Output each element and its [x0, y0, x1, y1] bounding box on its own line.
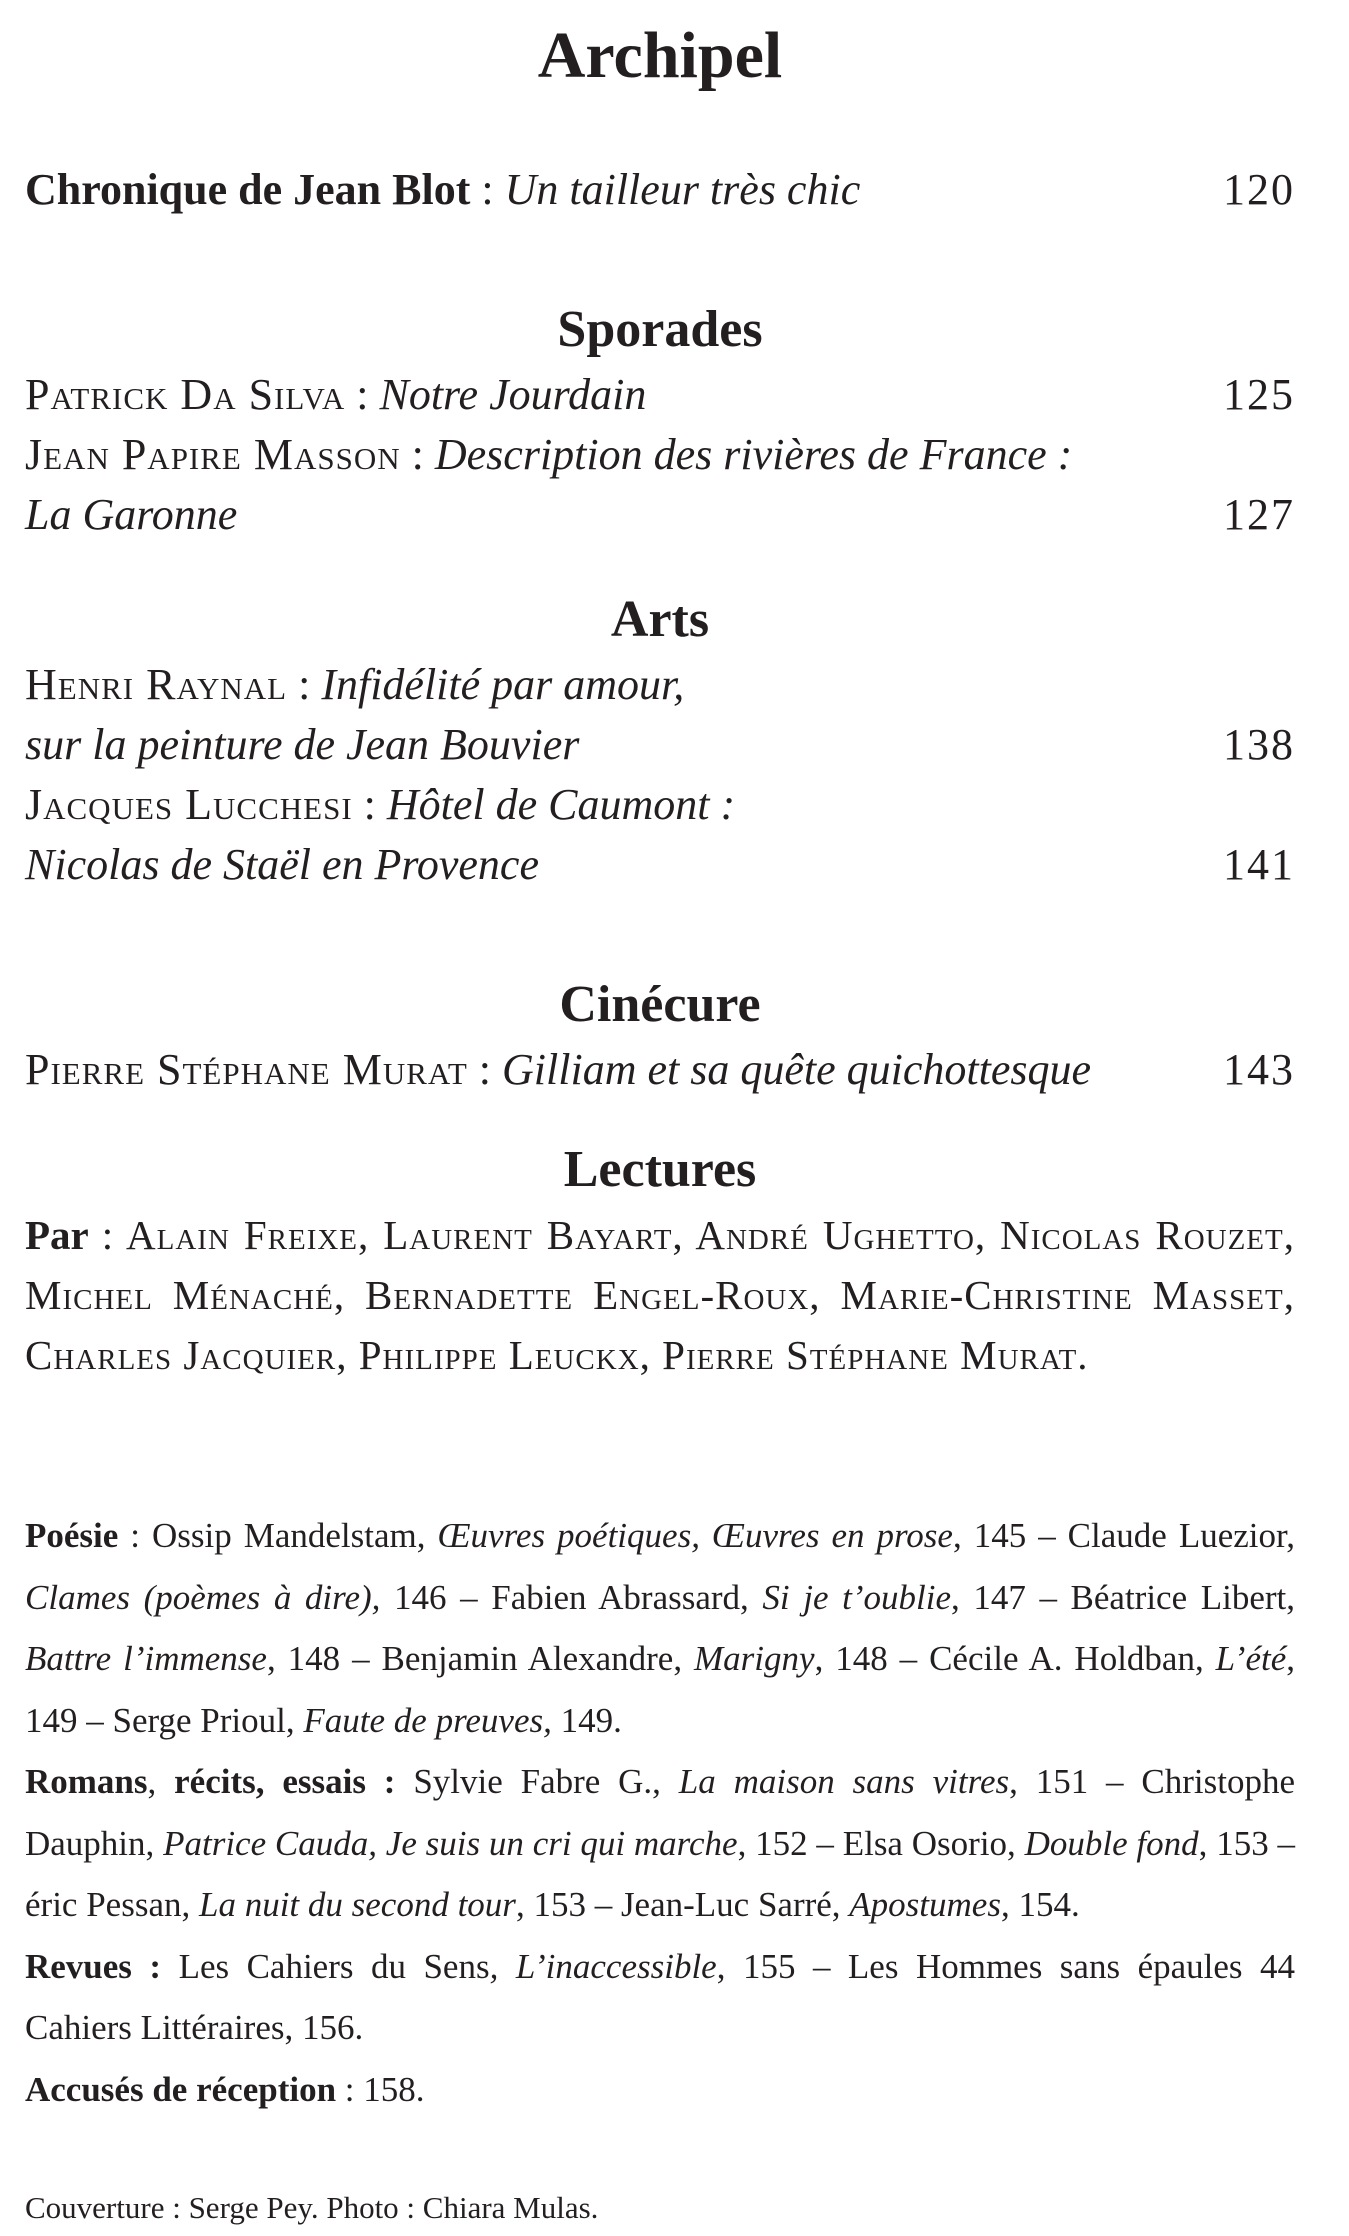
entry-work: Gilliam et sa quête quichottesque: [502, 1045, 1092, 1094]
cinecure-entry: [25, 1040, 1295, 1100]
reviews-listing: [25, 1505, 1295, 2120]
chronique-sep: :: [470, 165, 505, 214]
review-title: Apostumes: [849, 1885, 1001, 1924]
review-title: , L’inaccessible: [489, 1946, 717, 1986]
review-text: Les Cahiers du Sens: [161, 1946, 490, 1986]
entry-sep: :: [467, 1045, 503, 1094]
entry-author: Jean Papire Masson: [25, 430, 401, 479]
chronique-page: 120: [1223, 165, 1295, 214]
review-title: Battre l’immense: [25, 1639, 267, 1678]
poesie-paragraph: [25, 1505, 1295, 1751]
sporades-entry-1: [25, 365, 1295, 425]
romans-label: Romans: [25, 1762, 148, 1801]
entry-sep: :: [352, 780, 387, 829]
review-text: 146 – Fabien Abrassard,: [380, 1577, 763, 1617]
lectures-contributors: [25, 1205, 1295, 1385]
entry-work: Infidélité par amour,: [321, 660, 685, 709]
review-text: , 145 – Claude Luezior,: [952, 1516, 1295, 1555]
entry-page: 138: [1223, 720, 1295, 769]
accuses-paragraph: [25, 2059, 1295, 2121]
entry-work-continued: La Garonne: [25, 490, 238, 539]
review-text: , 154.: [1000, 1885, 1080, 1924]
review-text: , 152 – Elsa Osorio,: [737, 1823, 1025, 1863]
par-label: Par: [25, 1212, 89, 1258]
review-title: L’été: [1215, 1639, 1287, 1678]
entry-author: Jacques Lucchesi: [25, 780, 353, 829]
poesie-label: Poésie: [25, 1516, 119, 1555]
review-text: Sylvie Fabre G.,: [395, 1762, 679, 1801]
entry-work: Notre Jourdain: [379, 370, 647, 419]
entry-sep: :: [287, 660, 322, 709]
entry-sep: :: [345, 370, 380, 419]
review-text: : 158.: [336, 2069, 425, 2109]
chronique-entry: [25, 160, 1295, 220]
review-text: , 147 – Béatrice Libert,: [950, 1577, 1295, 1617]
review-title: Faute de preuves,: [303, 1700, 552, 1740]
review-title: Œuvres poétiques, Œuvres en prose: [437, 1516, 953, 1555]
review-title: La maison sans vitres: [678, 1762, 1010, 1801]
contributors-list: Alain Freixe, Laurent Bayart, André Ughetto, Nicolas Rouzet, Michel Ménaché, Bernadette Engel-Roux, Marie-Christine Masset, Charles Jacquier, Philippe Leuckx, Pierre Stéphane Murat.: [25, 1212, 1295, 1378]
romans-label-2: récits, essais :: [174, 1762, 396, 1801]
entry-author: Patrick Da Silva: [25, 370, 346, 419]
chronique-work: Un tailleur très chic: [504, 165, 861, 214]
romans-paragraph: [25, 1751, 1295, 1936]
review-text: , 148 – Cécile A. Holdban,: [814, 1639, 1216, 1678]
review-title: Clames (poèmes à dire),: [25, 1577, 381, 1617]
arts-entry-2: [25, 775, 1295, 895]
review-title: Patrice Cauda, Je suis un cri qui marche: [163, 1823, 738, 1863]
entry-page: 141: [1223, 840, 1295, 889]
review-title: Si je t’oublie: [762, 1577, 951, 1617]
sporades-entry-2: [25, 425, 1295, 545]
review-text: Ossip Mandelstam,: [152, 1516, 438, 1555]
arts-entry-1: [25, 655, 1295, 775]
par-sep: :: [88, 1212, 127, 1258]
section-heading-sporades: Sporades: [557, 301, 763, 358]
review-text: , 153 – éric Pessan,: [25, 1823, 1295, 1924]
entry-author: Henri Raynal: [25, 660, 288, 709]
entry-work-continued: Nicolas de Staël en Provence: [25, 840, 539, 889]
entry-page: 143: [1223, 1045, 1295, 1094]
entry-work: Description des rivières de France :: [434, 430, 1073, 479]
review-text: , 148 – Benjamin Alexandre,: [266, 1639, 695, 1678]
chronique-author: Chronique de Jean Blot: [25, 165, 471, 214]
review-title: Marigny: [694, 1639, 815, 1678]
cover-credit: Couverture : Serge Pey. Photo : Chiara Mulas.: [25, 2190, 599, 2225]
accuses-label: Accusés de réception: [25, 2069, 337, 2109]
review-text: 149.: [551, 1700, 622, 1740]
review-title: La nuit du second tour: [198, 1885, 516, 1924]
entry-sep: :: [400, 430, 435, 479]
revues-paragraph: [25, 1936, 1295, 2059]
section-heading-cinecure: Cinécure: [559, 976, 761, 1033]
review-text: , 155 – Les Hommes sans épaules 44 Cahiers Littéraires, 156.: [25, 1946, 1296, 2047]
entry-work: Hôtel de Caumont :: [386, 780, 736, 829]
entry-work-continued: sur la peinture de Jean Bouvier: [25, 720, 580, 769]
revues-label: Revues :: [25, 1946, 162, 1986]
review-title: Double fond: [1024, 1823, 1199, 1863]
label-sep: ,: [147, 1762, 175, 1801]
label-sep: :: [118, 1516, 153, 1555]
entry-page: 127: [1223, 490, 1295, 539]
entry-page: 125: [1223, 370, 1295, 419]
page-title: Archipel: [537, 19, 783, 92]
section-heading-lectures: Lectures: [563, 1141, 757, 1198]
review-text: , 149 – Serge Prioul,: [25, 1639, 1296, 1740]
review-text: , 153 – Jean-Luc Sarré,: [515, 1885, 850, 1924]
entry-author: Pierre Stéphane Murat: [25, 1045, 468, 1094]
section-heading-arts: Arts: [610, 591, 710, 648]
review-text: , 151 – Christophe Dauphin,: [25, 1762, 1296, 1863]
